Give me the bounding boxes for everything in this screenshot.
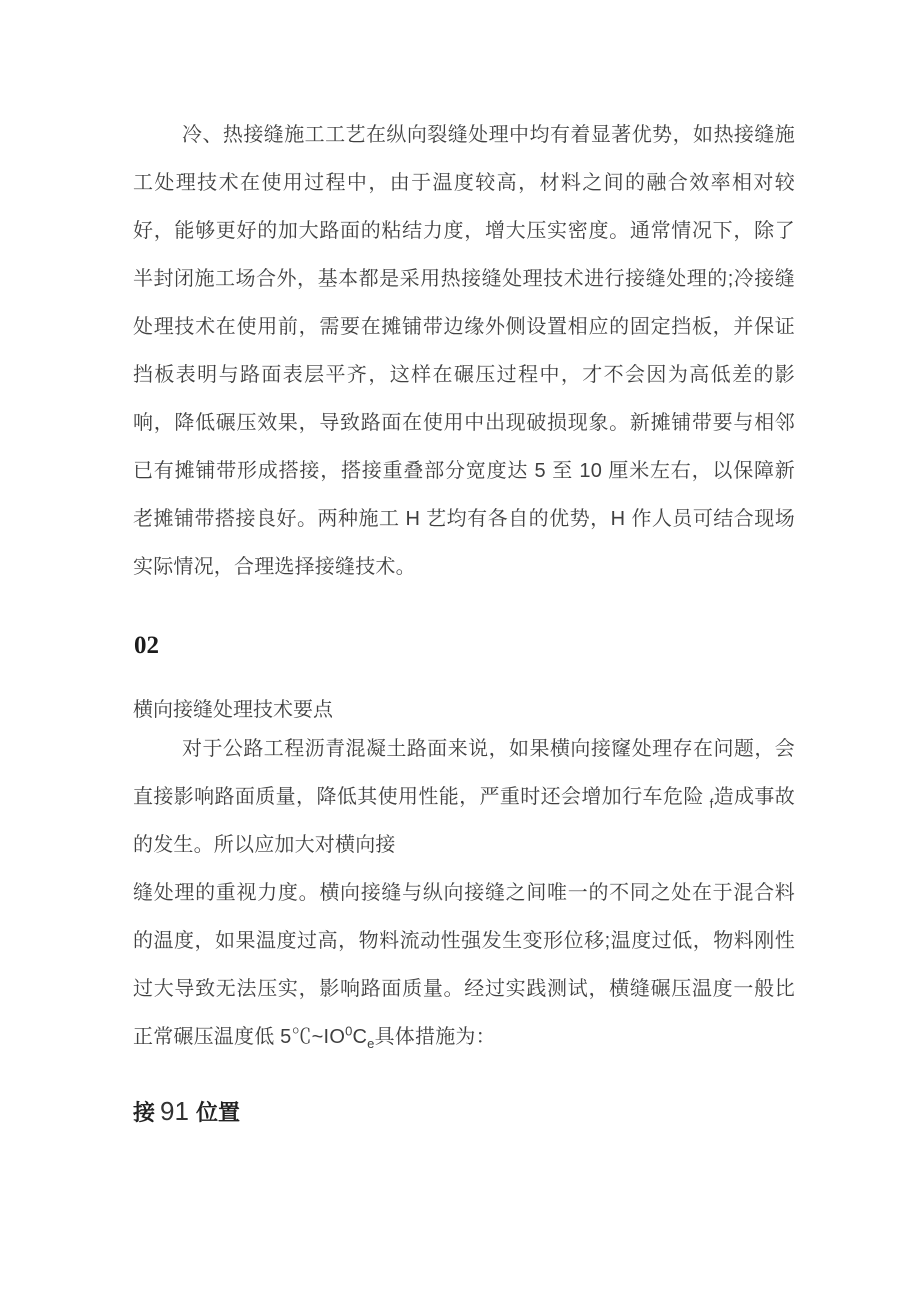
subsection-heading-suffix: 位置 — [195, 1100, 240, 1125]
section-title: 横向接缝处理技术要点 — [133, 699, 333, 721]
paragraph-transverse-detail-text-1: 缝处理的重视力度。横向接缝与纵向接缝之间唯一的不同之处在于混合料的温度，如果温度过高，物料流动性强发生变形位移;温度过低，物料刚性过大导致无法压实，影响路面质量。经过实践测试，横缝碾压温度一般比正常碾压温度低 5℃~IO — [133, 882, 795, 1048]
paragraph-transverse-detail-text-3: 具体措施为： — [374, 1026, 496, 1048]
subsection-heading-prefix: 接 — [133, 1100, 156, 1125]
section-number: 02 — [134, 632, 159, 659]
paragraph-transverse-intro — [133, 725, 795, 869]
superscript-zero: 0 — [345, 1023, 353, 1039]
subscript-e: e — [367, 1036, 375, 1051]
subsection-heading-number: 91 — [160, 1096, 189, 1126]
paragraph-transverse-intro-text-1: 对于公路工程沥青混凝土路面来说，如果横向接窿处理存在问题，会直接影响路面质量，降低其使用性能，严重时还会增加行车危险 — [133, 738, 795, 808]
paragraph-transverse-detail — [133, 869, 795, 1061]
paragraph-transverse-detail-text-2: C — [352, 1026, 368, 1048]
subscript-f: f — [709, 796, 714, 811]
paragraph-longitudinal-joints: 冷、热接缝施工工艺在纵向裂缝处理中均有着显著优势，如热接缝施工处理技术在使用过程中，由于温度较高，材料之间的融合效率相对较好，能够更好的加大路面的粘结力度，增大压实密度。通常情况下，除了半封闭施工场合外，基本都是采用热接缝处理技术进行接缝处理的;冷接缝处理技术在使用前，需要在摊铺带边缘外侧设置相应的固定挡板，并保证挡板表明与路面表层平齐，这样在碾压过程中，才不会因为高低差的影响，降低碾压效果，导致路面在使用中出现破损现象。新摊铺带要与相邻已有摊铺带形成搭接，搭接重叠部分宽度达 5 至 10 厘米左右，以保障新老摊铺带搭接良好。两种施工 H 艺均有各自的优势，H 作人员可结合现场实际情况，合理选择接缝技术。 — [133, 124, 795, 578]
subsection-heading-joint-position — [133, 1094, 795, 1130]
paragraph-transverse-intro-text-2: 造成事故的发生。所以应加大对横向接 — [133, 786, 795, 856]
